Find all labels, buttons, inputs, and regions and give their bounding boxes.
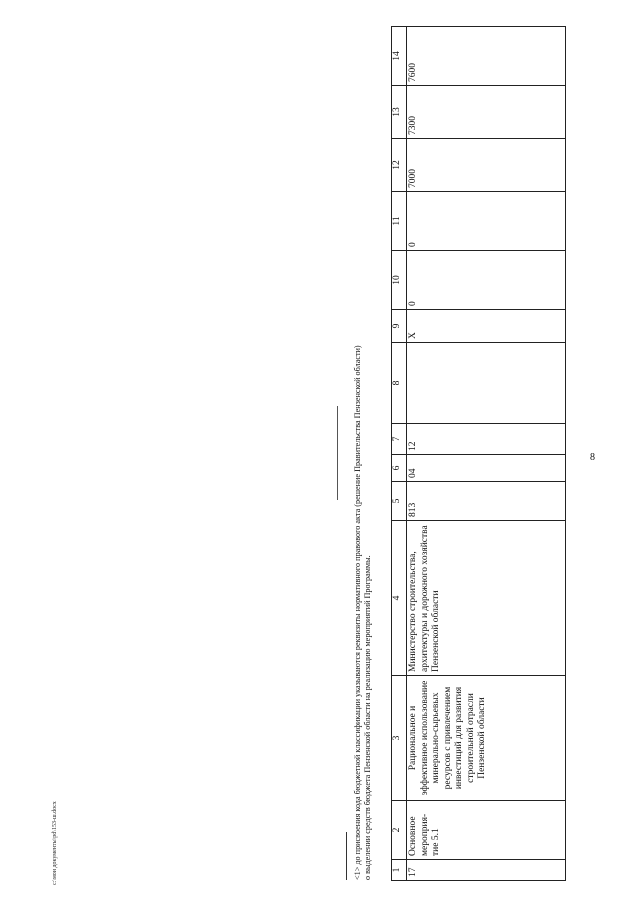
cell-col14: 7600 [407, 27, 566, 86]
cell-col12: 7000 [407, 139, 566, 192]
header-cell: 1 [392, 860, 407, 881]
cell-col9: X [407, 310, 566, 343]
cell-description: Рациональное и эффективное использование минерально-сырьевых ресурсов с привлечением инвестиций для развития строительной отрасли Пензенской области [407, 676, 566, 801]
header-cell: 9 [392, 310, 407, 343]
separator-line [337, 406, 338, 500]
table-header-row [392, 27, 407, 881]
header-cell: 11 [392, 192, 407, 251]
header-cell: 7 [392, 424, 407, 455]
header-cell: 4 [392, 521, 407, 676]
header-cell: 12 [392, 139, 407, 192]
header-cell: 3 [392, 676, 407, 801]
header-cell: 2 [392, 801, 407, 860]
table-row [407, 27, 566, 881]
cell-event-name: Основное мероприя-тие 5.1 [407, 801, 566, 860]
cell-col13: 7300 [407, 86, 566, 139]
cell-col5: 813 [407, 482, 566, 521]
header-cell: 5 [392, 482, 407, 521]
cell-executor: Министерство строительства, архитектуры и дорожного хозяйства Пензенской области [407, 521, 566, 676]
cell-col6: 04 [407, 455, 566, 482]
cell-col10: 0 [407, 251, 566, 310]
footnote [353, 30, 374, 880]
footnote-line-1: <1> до присвоения кода бюджетной классификации указываются реквизиты нормативного правового акта (решение Правительства Пензенской области) [353, 345, 362, 880]
footnote-rule [346, 832, 347, 880]
cell-col7: 12 [407, 424, 566, 455]
page-number: 8 [590, 452, 595, 463]
footnote-line-2: о выделении средств бюджета Пензенской области на реализацию мероприятий Программы. [363, 555, 373, 880]
header-cell: 6 [392, 455, 407, 482]
cell-col11: 0 [407, 192, 566, 251]
footer-file-path: c:\мои документы\pd\153-ш.docx [52, 801, 58, 885]
header-cell: 13 [392, 86, 407, 139]
header-cell: 10 [392, 251, 407, 310]
header-cell: 8 [392, 343, 407, 424]
program-table [391, 26, 566, 881]
header-cell: 14 [392, 27, 407, 86]
cell-number: 17 [407, 860, 566, 881]
cell-col8 [407, 343, 566, 424]
